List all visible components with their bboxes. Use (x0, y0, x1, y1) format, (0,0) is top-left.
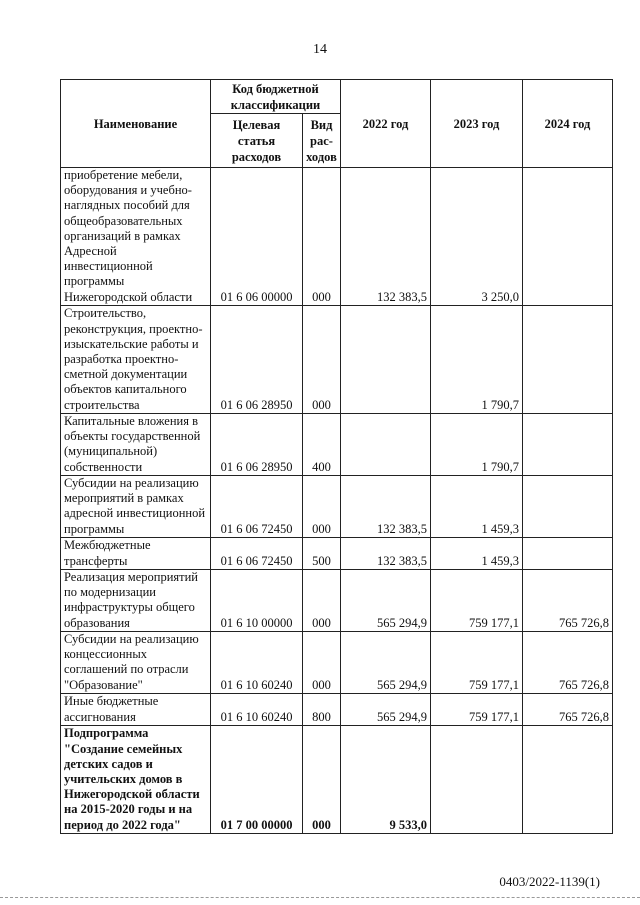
row-2024 (523, 168, 613, 306)
row-2023: 759 177,1 (431, 693, 523, 725)
row-target: 01 6 10 60240 (211, 631, 303, 693)
header-2024: 2024 год (523, 80, 613, 168)
scan-edge-line (0, 897, 640, 898)
table-row (61, 537, 613, 569)
row-target: 01 6 10 00000 (211, 569, 303, 631)
table-row-subprogram (61, 725, 613, 833)
row-name: приобретение мебели, оборудования и учебно-наглядных пособий для общеобразовательных организаций в рамках Адресной инвестиционной программы Нижегородской области (61, 168, 211, 306)
row-2024: 765 726,8 (523, 569, 613, 631)
row-2022: 9 533,0 (341, 725, 431, 833)
row-2024 (523, 413, 613, 475)
row-target: 01 6 06 72450 (211, 475, 303, 537)
row-name: Капитальные вложения в объекты государственной (муниципальной) собственности (61, 413, 211, 475)
row-kind: 500 (303, 537, 341, 569)
row-target: 01 6 06 28950 (211, 305, 303, 413)
row-2024 (523, 725, 613, 833)
table-row (61, 631, 613, 693)
header-target: Целевая статья расходов (211, 114, 303, 168)
table-row (61, 413, 613, 475)
row-kind: 000 (303, 569, 341, 631)
header-2022: 2022 год (341, 80, 431, 168)
row-2022: 132 383,5 (341, 475, 431, 537)
row-2023: 759 177,1 (431, 631, 523, 693)
row-2024 (523, 305, 613, 413)
row-2024 (523, 475, 613, 537)
row-kind: 000 (303, 475, 341, 537)
row-kind: 800 (303, 693, 341, 725)
page-number: 14 (313, 42, 327, 57)
row-target: 01 6 06 72450 (211, 537, 303, 569)
table-row (61, 305, 613, 413)
row-2023: 1 459,3 (431, 475, 523, 537)
row-target: 01 6 10 60240 (211, 693, 303, 725)
row-kind: 000 (303, 725, 341, 833)
row-kind: 400 (303, 413, 341, 475)
table-row (61, 569, 613, 631)
document-code: 0403/2022-1139(1) (499, 874, 600, 889)
row-2022: 565 294,9 (341, 569, 431, 631)
row-target: 01 6 06 00000 (211, 168, 303, 306)
header-kind: Вид рас-ходов (303, 114, 341, 168)
header-code-group: Код бюджетной классификации (211, 80, 341, 114)
row-2023: 1 459,3 (431, 537, 523, 569)
row-2022 (341, 305, 431, 413)
row-2022 (341, 413, 431, 475)
row-name: Строительство, реконструкция, проектно-изыскательские работы и разработка проектно-сметной документации объектов капитального строительства (61, 305, 211, 413)
row-2023 (431, 725, 523, 833)
row-2024: 765 726,8 (523, 631, 613, 693)
table-row (61, 475, 613, 537)
row-2023: 1 790,7 (431, 305, 523, 413)
row-2022: 565 294,9 (341, 631, 431, 693)
header-2023: 2023 год (431, 80, 523, 168)
row-kind: 000 (303, 305, 341, 413)
table-row (61, 168, 613, 306)
row-2022: 132 383,5 (341, 537, 431, 569)
row-2023: 759 177,1 (431, 569, 523, 631)
row-name: Межбюджетные трансферты (61, 537, 211, 569)
row-name: Субсидии на реализацию мероприятий в рамках адресной инвестиционной программы (61, 475, 211, 537)
table-row (61, 693, 613, 725)
row-name: Реализация мероприятий по модернизации инфраструктуры общего образования (61, 569, 211, 631)
row-2024 (523, 537, 613, 569)
header-name: Наименование (61, 80, 211, 168)
row-name: Субсидии на реализацию концессионных соглашений по отрасли "Образование" (61, 631, 211, 693)
row-target: 01 6 06 28950 (211, 413, 303, 475)
row-2023: 3 250,0 (431, 168, 523, 306)
row-name: Иные бюджетные ассигнования (61, 693, 211, 725)
row-kind: 000 (303, 168, 341, 306)
row-2022: 132 383,5 (341, 168, 431, 306)
row-2023: 1 790,7 (431, 413, 523, 475)
budget-table (60, 79, 613, 834)
row-target: 01 7 00 00000 (211, 725, 303, 833)
row-2024: 765 726,8 (523, 693, 613, 725)
row-2022: 565 294,9 (341, 693, 431, 725)
row-kind: 000 (303, 631, 341, 693)
row-name: Подпрограмма "Создание семейных детских садов и учительских домов в Нижегородской области на 2015-2020 годы и на период до 2022 года" (61, 725, 211, 833)
